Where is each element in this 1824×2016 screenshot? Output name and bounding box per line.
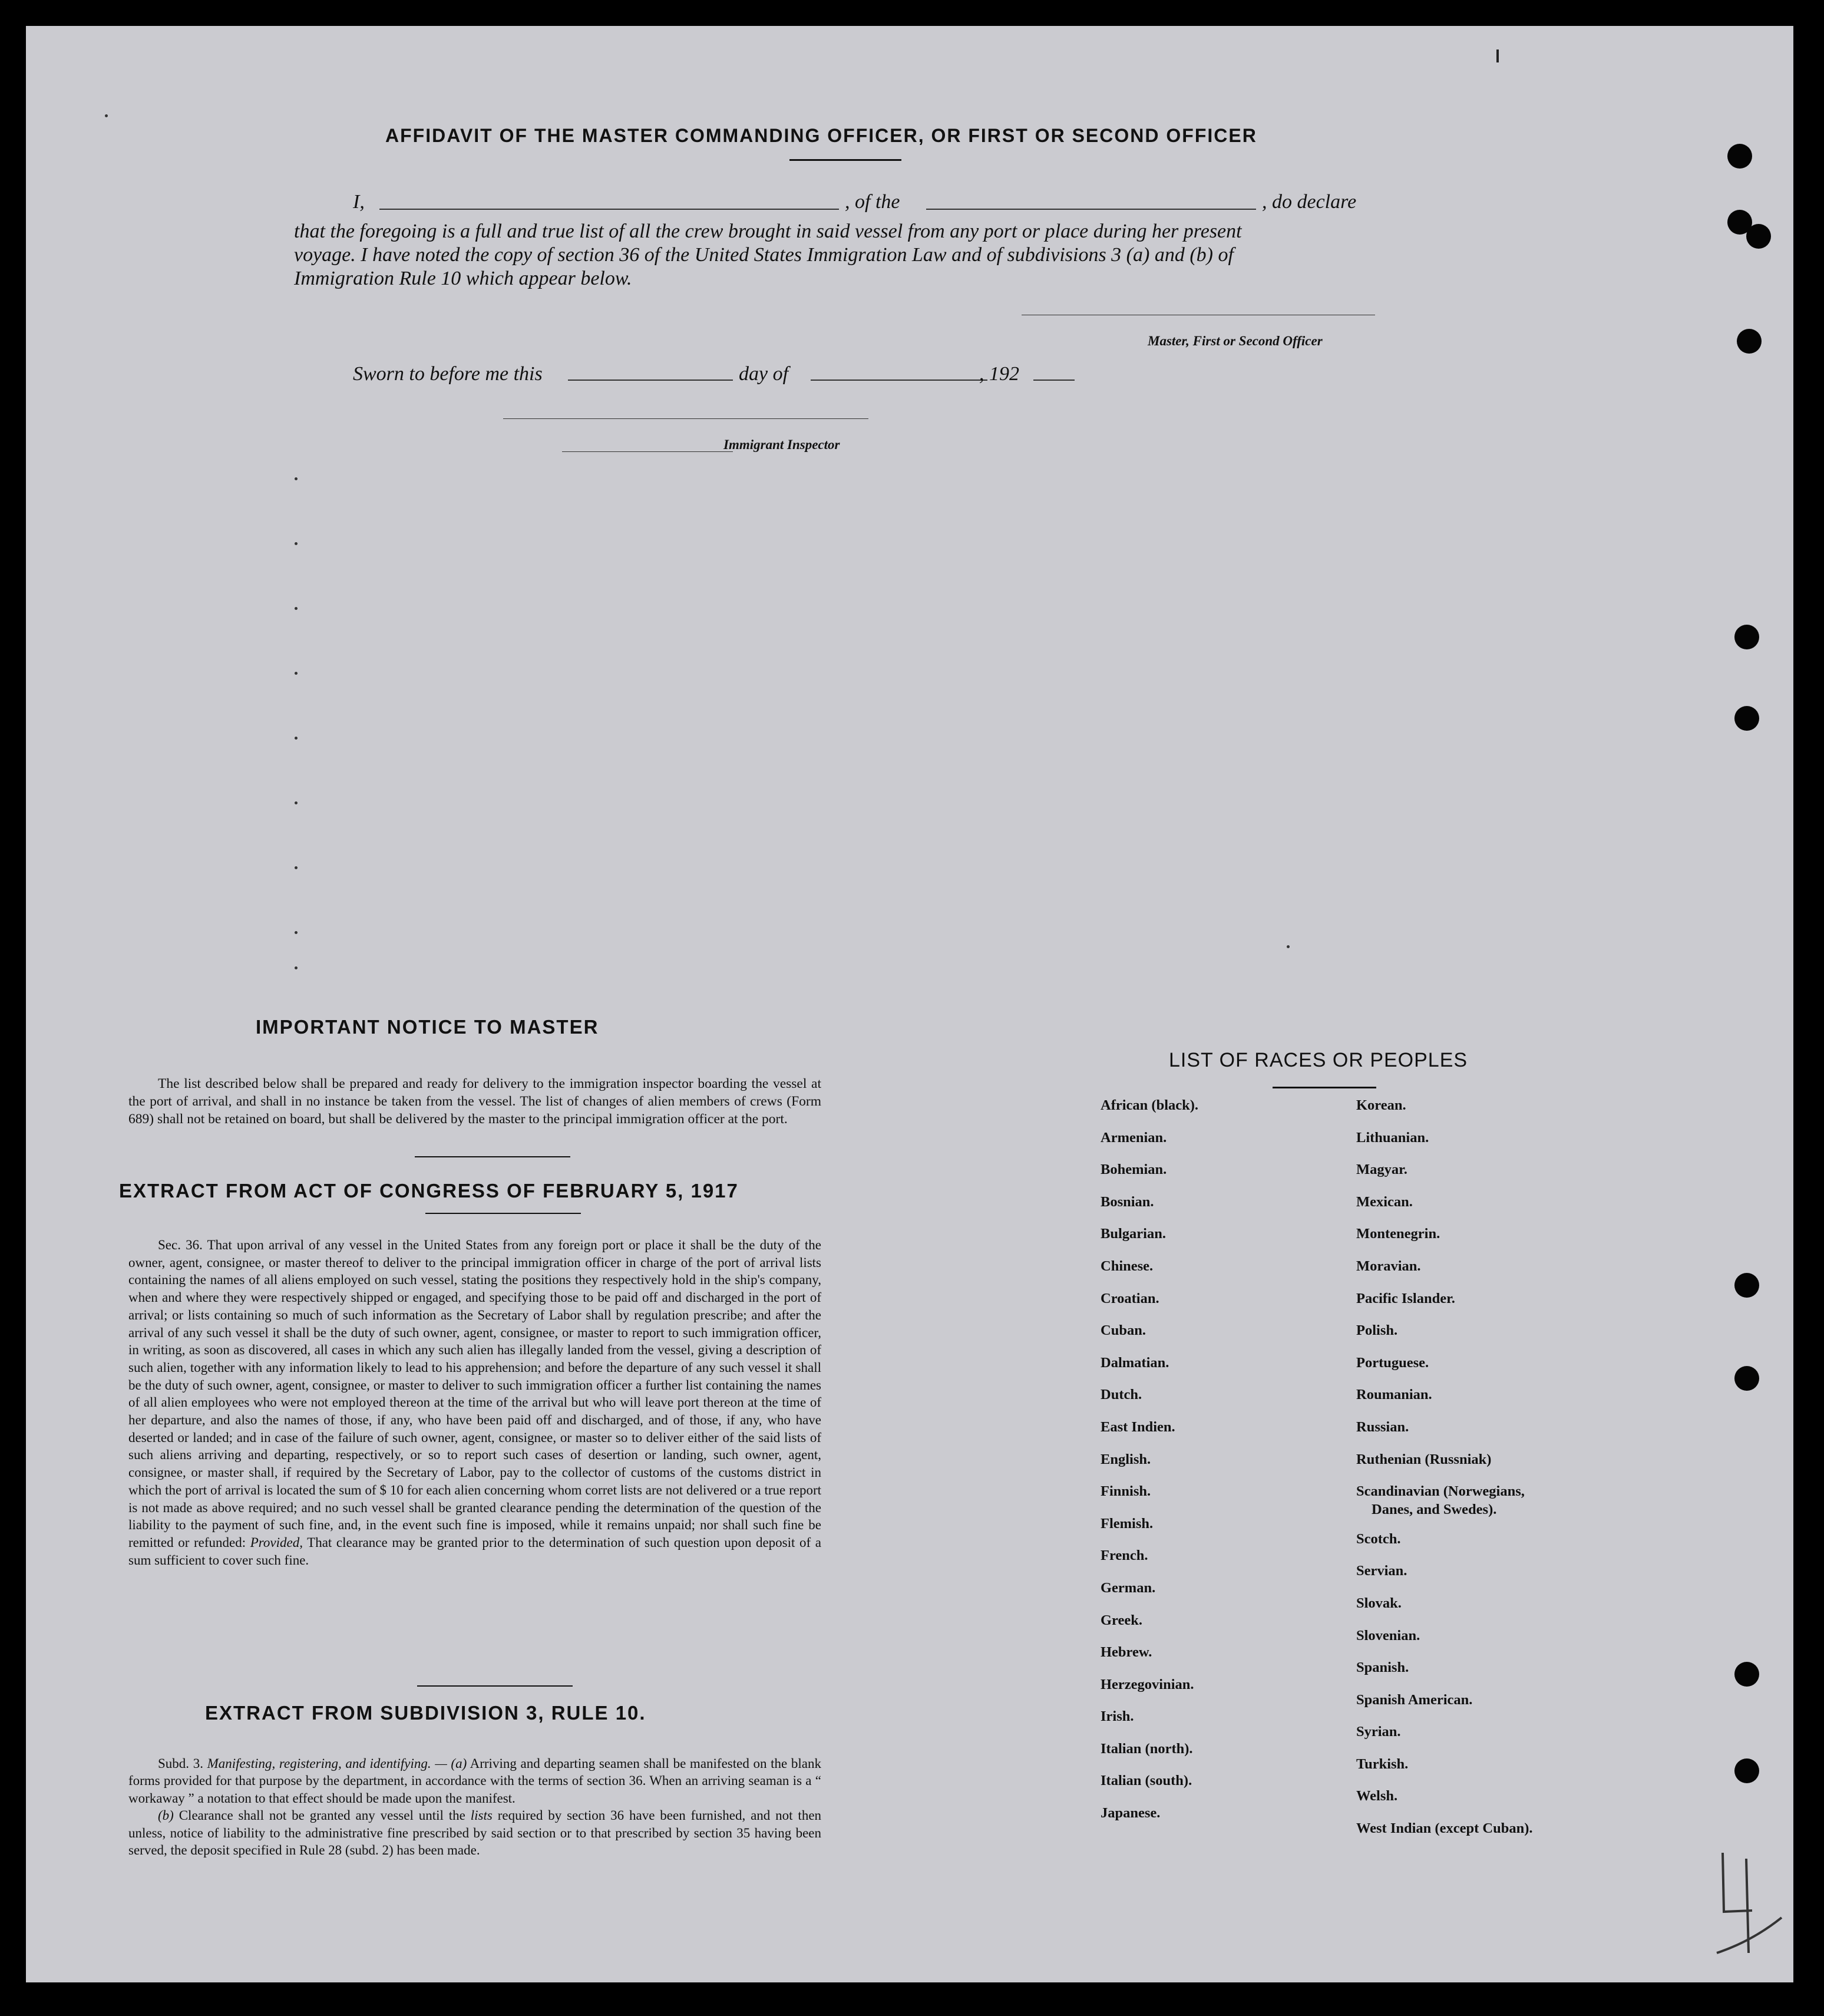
race-item: Irish. [1101, 1708, 1134, 1725]
subd-title: Manifesting, registering, and identifying. [207, 1756, 431, 1771]
stray-dot [105, 114, 108, 117]
race-item: Ruthenian (Russniak) [1356, 1451, 1492, 1467]
section-divider [417, 1685, 573, 1687]
punch-hole [1746, 224, 1771, 249]
part-b-lists: lists [470, 1808, 493, 1823]
punch-hole [1734, 706, 1759, 731]
act-text [128, 1236, 821, 1569]
rule-text [128, 1755, 821, 1859]
punch-hole [1737, 329, 1762, 354]
part-b-text-2: required by section 36 have been furnished, and not then unless, notice of liability to the administrative fine prescribed by said section or to that prescribed by section 35 having been served, the deposit specified in Rule 28 (subd. 2) has been made. [128, 1808, 822, 1858]
race-item: Scandinavian (Norwegians, [1356, 1483, 1525, 1500]
stray-dot [295, 866, 298, 869]
month-blank[interactable] [811, 380, 987, 381]
races-title: LIST OF RACES OR PEOPLES [1169, 1049, 1468, 1071]
race-item: French. [1101, 1548, 1148, 1564]
act-paragraph-end: That clearance may be granted prior to the determination of such question upon deposit of a sum sufficient to cover such fine. [128, 1535, 821, 1568]
race-item: Herzegovinian. [1101, 1676, 1194, 1692]
race-item: African (black). [1101, 1097, 1199, 1113]
punch-hole [1727, 144, 1752, 169]
race-item: Armenian. [1101, 1129, 1167, 1146]
sworn-start: Sworn to before me this [353, 363, 543, 385]
sworn-mid: day of [739, 363, 789, 385]
notice-text [128, 1075, 821, 1128]
race-item: Servian. [1356, 1563, 1407, 1579]
stray-dot [1287, 945, 1290, 948]
races-left-column [1101, 1097, 1198, 1837]
notice-title: IMPORTANT NOTICE TO MASTER [256, 1016, 599, 1038]
races-right-column [1356, 1097, 1532, 1853]
name-blank[interactable] [379, 209, 839, 210]
race-item: Chinese. [1101, 1258, 1154, 1274]
race-item: Spanish American. [1356, 1691, 1473, 1708]
affidavit-line1-start: I, [353, 191, 365, 213]
race-item: Danes, and Swedes). [1372, 1501, 1497, 1517]
race-item: Montenegrin. [1356, 1226, 1440, 1242]
race-item: Turkish. [1356, 1756, 1409, 1772]
race-item: Russian. [1356, 1418, 1409, 1435]
affidavit-body-3: voyage. I have noted the copy of section 36 of the United States Immigration Law and of subdivisions 3 (a) and (b) of [294, 244, 1234, 266]
race-item: Korean. [1356, 1097, 1406, 1113]
act-paragraph: That upon arrival of any vessel in the United States from any foreign port or place it shall be the duty of the owner, agent, consignee, or master thereof to deliver to the principal immigration officer in charge of the port of arrival lists containing the names of all aliens employed on such vessel, stating the positions they respectively hold in the ship's company, when and where they were respectively shipped or engaged, and specifying those to be paid off and discharged in the port of arrival; or lists containing so much of such information as the Secretary of Labor shall by regulation prescribe; and after the arrival of any such vessel it shall be the duty of such owner, agent, consignee, or master to report to such immigration officer, in writing, as soon as discovered, all cases in which any such alien has illegally landed from the vessel, giving a description of such alien, together with any information likely to lead to his apprehension; and before the departure of any such vessel it shall be the duty of such owner, agent, consignee, or master to deliver to such immigration officer a further list containing the names of all alien employees who were not employed thereon at the time of the arrival but who will leave port thereon at the time of her departure, and also the names of those, if any, who have been paid off and discharged, and of those, if any, who have deserted or landed; and in case of the failure of such owner, agent, consignee, or master so to deliver either of the said lists of such aliens arriving and departing, respectively, or so to report such cases of desertion or landing, such owner, agent, consignee, or master shall, if required by the Secretary of Labor, pay to the collector of customs of the customs district in which the port of arrival is located the sum of $ 10 for each alien concerning whom corret lists are not delivered or a true report is not made as above required; and no such vessel shall be granted clearance pending the determination of the question of the liability to the payment of such fine, and, in the event such fine is imposed, while it remains unpaid; nor shall such fine be remitted or refunded: [128, 1238, 821, 1550]
day-blank[interactable] [568, 380, 733, 381]
part-a-label: — (a) [435, 1756, 467, 1771]
inspector-label: Immigrant Inspector [723, 437, 840, 452]
part-b-text-1: Clearance shall not be granted any vessel until the [179, 1808, 465, 1823]
race-item: Welsh. [1356, 1788, 1398, 1804]
affidavit-title: AFFIDAVIT OF THE MASTER COMMANDING OFFICER, OR FIRST OR SECOND OFFICER [385, 125, 1257, 146]
rule-title: EXTRACT FROM SUBDIVISION 3, RULE 10. [205, 1702, 646, 1724]
race-item: Magyar. [1356, 1162, 1407, 1178]
year-blank[interactable] [1033, 380, 1075, 381]
punch-hole [1734, 1273, 1759, 1298]
race-item: Dalmatian. [1101, 1354, 1169, 1371]
affidavit-body-2: that the foregoing is a full and true list of all the crew brought in said vessel from any port or place during her present [294, 220, 1242, 242]
race-item: German. [1101, 1579, 1156, 1596]
punch-hole [1734, 1366, 1759, 1391]
inspector-blank-2[interactable] [562, 451, 733, 452]
document-page [26, 26, 1793, 1982]
race-item: Slovak. [1356, 1595, 1402, 1611]
stray-dot [295, 801, 298, 804]
subd-label: Subd. 3. [158, 1756, 203, 1771]
inspector-blank[interactable] [503, 418, 868, 419]
race-item: Portuguese. [1356, 1354, 1429, 1371]
race-item: Scotch. [1356, 1530, 1401, 1547]
sworn-year: , 192 [979, 363, 1019, 385]
punch-hole [1734, 1758, 1759, 1783]
stray-dot [295, 672, 298, 675]
punch-hole [1734, 1662, 1759, 1687]
race-item: Flemish. [1101, 1515, 1154, 1532]
race-item: English. [1101, 1451, 1151, 1467]
race-item: Roumanian. [1356, 1387, 1432, 1403]
race-item: Cuban. [1101, 1322, 1146, 1339]
race-item: Italian (north). [1101, 1740, 1193, 1757]
sec-label: Sec. 36. [158, 1238, 203, 1252]
race-item: Bulgarian. [1101, 1226, 1166, 1242]
race-item: Lithuanian. [1356, 1129, 1429, 1146]
stray-dot [295, 737, 298, 740]
notice-paragraph: The list described below shall be prepared and ready for delivery to the immigration inspector boarding the vessel at the port of arrival, and shall in no instance be taken from the vessel. The list of changes of alien members of crews (Form 689) shall not be retained on board, but shall be delivered by the master to the principal immigration officer at the port. [128, 1076, 821, 1127]
race-item: Hebrew. [1101, 1644, 1152, 1661]
act-title: EXTRACT FROM ACT OF CONGRESS OF FEBRUARY 5, 1917 [119, 1180, 739, 1202]
race-item: Syrian. [1356, 1724, 1401, 1740]
punch-hole [1734, 625, 1759, 649]
race-item: Slovenian. [1356, 1627, 1420, 1644]
affidavit-line1-end: , do declare [1262, 191, 1357, 213]
stray-dot [295, 542, 298, 545]
part-b-label: (b) [158, 1808, 174, 1823]
race-item: Bohemian. [1101, 1162, 1167, 1178]
race-item: Polish. [1356, 1322, 1398, 1339]
section-divider [425, 1213, 581, 1214]
stray-dot [295, 477, 298, 480]
provided-label: Provided, [250, 1535, 303, 1550]
vessel-blank[interactable] [926, 209, 1256, 210]
race-item: Finnish. [1101, 1483, 1151, 1500]
races-underline [1273, 1087, 1376, 1088]
race-item: Japanese. [1101, 1805, 1161, 1822]
stray-dot [295, 966, 298, 969]
pen-mark [1496, 50, 1499, 62]
race-item: Croatian. [1101, 1290, 1159, 1306]
stray-dot [295, 931, 298, 934]
race-item: Italian (south). [1101, 1773, 1192, 1789]
race-item: Spanish. [1356, 1659, 1409, 1676]
section-divider [415, 1156, 570, 1157]
title-underline [789, 159, 901, 161]
race-item: Bosnian. [1101, 1193, 1154, 1210]
race-item: East Indien. [1101, 1418, 1175, 1435]
race-item: Dutch. [1101, 1387, 1142, 1403]
affidavit-line1-mid: , of the [845, 191, 900, 213]
signature-label: Master, First or Second Officer [1148, 334, 1323, 348]
affidavit-body-4: Immigration Rule 10 which appear below. [294, 268, 632, 289]
race-item: Mexican. [1356, 1193, 1413, 1210]
race-item: West Indian (except Cuban). [1356, 1820, 1533, 1837]
race-item: Moravian. [1356, 1258, 1421, 1274]
handwritten-mark [1711, 1841, 1793, 1959]
race-item: Pacific Islander. [1356, 1290, 1455, 1306]
stray-dot [295, 607, 298, 610]
race-item: Greek. [1101, 1612, 1142, 1628]
part-a-text: Arriving and departing seamen shall be manifested on the blank forms provided for that purpose by the department, in accordance with the terms of section 36. When an arriving seaman is a “ workaway ” a notation to that effect should be made upon the manifest. [128, 1756, 821, 1806]
